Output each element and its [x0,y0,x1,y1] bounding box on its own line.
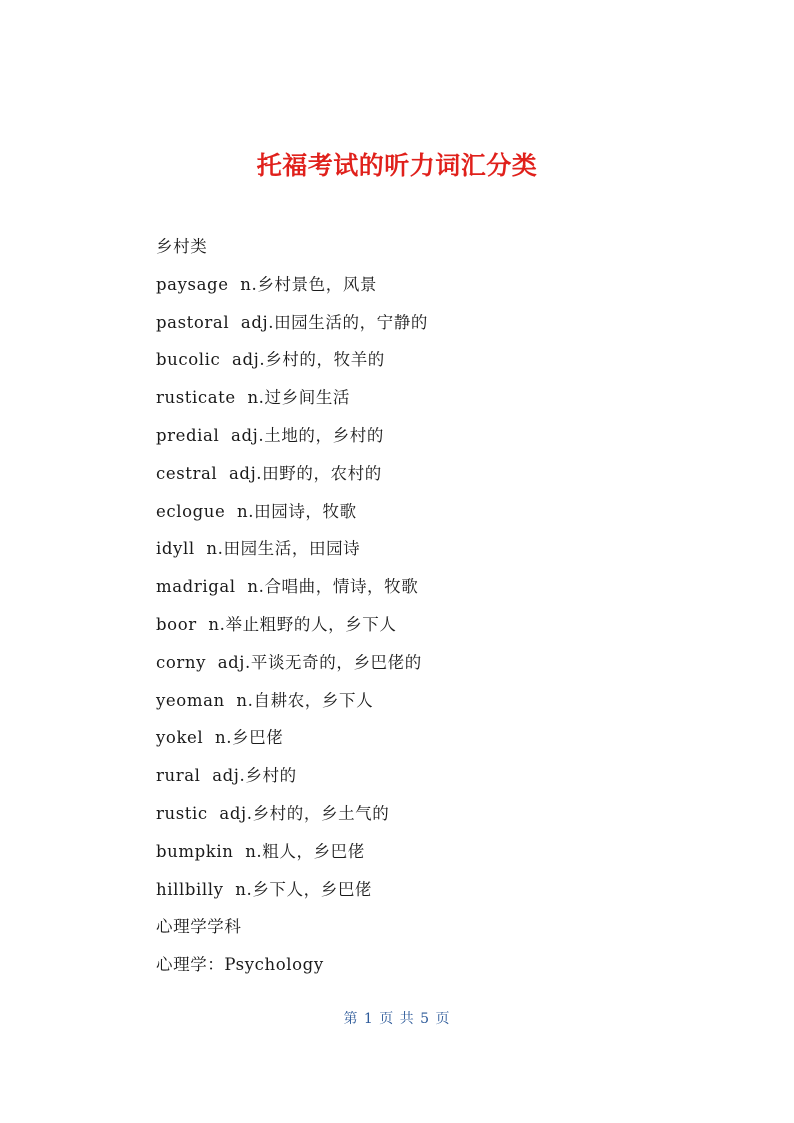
vocab-entry: predial adj.土地的，乡村的 [156,425,384,445]
vocab-entry: bumpkin n.粗人，乡巴佬 [156,841,365,861]
vocab-entry: idyll n.田园生活，田园诗 [156,539,361,559]
section-heading: 乡村类 [156,237,208,256]
vocab-entry: corny adj.平谈无奇的，乡巴佬的 [156,652,422,672]
vocab-entry: rural adj.乡村的 [156,766,297,786]
vocab-entry: hillbilly n.乡下人，乡巴佬 [156,879,373,899]
section-heading: 心理学学科 [156,917,242,937]
vocab-entry: yokel n.乡巴佬 [156,728,284,748]
vocab-entry: rustic adj.乡村的，乡土气的 [156,803,390,823]
body-text: 心理学：Psychology [156,955,324,975]
vocab-entry: madrigal n.合唱曲，情诗，牧歌 [156,577,419,597]
vocab-entry: yeoman n.自耕农，乡下人 [156,690,374,710]
document-body [156,233,716,989]
vocab-entry: bucolic adj.乡村的，牧羊的 [156,350,385,370]
document-title: 托福考试的听力词汇分类 [256,151,538,180]
vocab-entry: pastoral adj.田园生活的，宁静的 [156,312,428,332]
vocab-entry: cestral adj.田野的，农村的 [156,463,382,483]
vocab-entry: boor n.举止粗野的人，乡下人 [156,614,397,634]
vocab-entry: paysage n.乡村景色，风景 [156,274,378,294]
vocab-entry: rusticate n.过乡间生活 [156,388,351,408]
page-number: 第 1 页 共 5 页 [343,1011,451,1027]
vocab-entry: eclogue n.田园诗，牧歌 [156,501,357,521]
